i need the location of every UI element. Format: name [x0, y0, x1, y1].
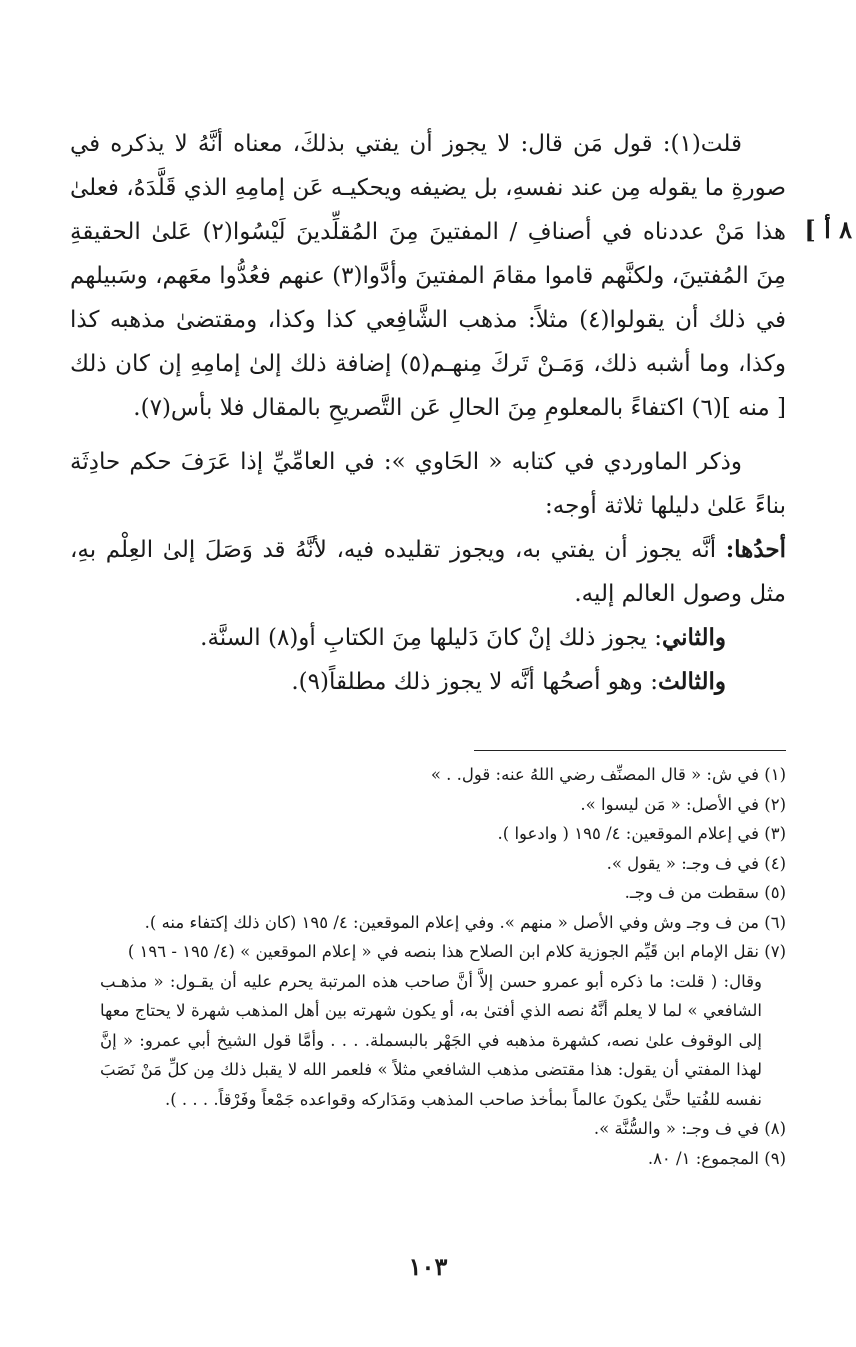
page-number: ١٠٣	[408, 1252, 448, 1281]
footnotes	[100, 760, 786, 1173]
option-3-label: والثالث	[657, 668, 726, 695]
option-3	[70, 660, 786, 704]
option-1-text: أنَّه يجوز أن يفتي به، ويجوز تقليده فيه، لأنَّهُ قد وَصَلَ إلىٰ العِلْم بهِ، مثل وصول العالم إليه.	[70, 537, 786, 607]
footnote-4: (٤) في ف وجـ: « يقول ».	[606, 853, 786, 873]
footnote-6: (٦) من ف وجـ وش وفي الأصل « منهم ». وفي إعلام الموقعين: ٤/ ١٩٥ (كان ذلك إكتفاء منه ).	[144, 912, 786, 932]
option-1	[70, 528, 786, 616]
footnote-7-continuation: وقال: ( قلت: ما ذكره أبو عمرو حسن إلاَّ أنَّ صاحب هذه المرتبة يحرم عليه أن يقـول: « مذهـب الشافعي » لما لا يعلم أنَّهُ نصه الذي أفتىٰ به، أو يكون شهرته بين أهل المذهب شهرة لا يحتاج معها إلى الوقوف علىٰ نصه، كشهرة مذهبه في الجَهْر بالبسملة. . . . وأمَّا قول الشيخ أبي عمرو: « إنَّ لهذا المفتي أن يقول: هذا مقتضى مذهب الشافعي مثلاً » فلعمر الله لا يقبل ذلك مِن كلِّ مَنْ نَصَبَ نفسه للفُتيا حتَّىٰ يكونَ عالماً بمأخذ صاحب المذهب ومَدَاركه وقواعده جَمْعاً وفَرْقاً. . . . ).	[100, 971, 762, 1109]
footnote-separator	[474, 750, 786, 751]
option-2-text: : يجوز ذلك إنْ كانَ دَليلها مِنَ الكتابِ أو(٨) السنَّة.	[200, 625, 662, 651]
footnote-8: (٨) في ف وجـ: « والسُّنَّة ».	[593, 1119, 786, 1138]
footnote-7: (٧) نقل الإمام ابن قَيِّم الجوزية كلام ابن الصلاح هذا بنصه في « إعلام الموقعين » (٤/ ١٩٥ - ١٩٦ )	[127, 942, 786, 961]
footnote-3: (٣) في إعلام الموقعين: ٤/ ١٩٥ ( وادعوا ).	[497, 824, 786, 843]
option-2	[70, 616, 786, 660]
footnote-2: (٢) في الأصل: « مَن ليسوا ».	[580, 794, 786, 814]
main-text	[70, 122, 786, 704]
option-1-label: أحدُها:	[725, 536, 786, 563]
paragraph-1: قلت(١): قول مَن قال: لا يجوز أن يفتي بذلكَ، معناه أنَّهُ لا يذكره في صورةِ ما يقوله مِن عند نفسهِ، بل يضيفه ويحكيـه عَن إمامِهِ الذي قَلَّدَهُ، فعلىٰ هذا مَنْ عددناه في أصنافِ / المفتينَ مِنَ المُقلِّدينَ لَيْسُوا(٢) عَلىٰ الحقيقةِ مِنَ المُفتينَ، ولكنَّهم قاموا مقامَ المفتينَ وأدَّوا(٣) عنهم فعُدُّوا معَهم، وسَبيلهم في ذلك أن يقولوا(٤) مثلاً: مذهب الشَّافِعي كذا وكذا، ومقتضىٰ مذهبه كذا وكذا، وما أشبه ذلك، وَمَـنْ تَركَ مِنهـم(٥) إضافة ذلك إلىٰ إمامِهِ إن كان ذلك [ منه ](٦) اكتفاءً بالمعلومِ مِنَ الحالِ عَن التَّصريحِ بالمقال فلا بأس(٧).	[70, 131, 787, 421]
option-2-label: والثاني	[661, 624, 726, 651]
paragraph-2: وذكر الماوردي في كتابه « الحَاوي »: في العامِّيِّ إذا عَرَفَ حكم حادِثَة بناءً عَلىٰ دليلها ثلاثة أوجه:	[70, 449, 786, 519]
footnote-5: (٥) سقطت من ف وجـ.	[624, 883, 786, 902]
option-3-text: : وهو أصحُها أنَّه لا يجوز ذلك مطلقاً(٩).	[291, 669, 658, 695]
footnote-1: (١) في ش: « قال المصنِّف رضي اللهُ عنه: قول. . »	[430, 765, 786, 784]
manuscript-folio-marker: ٨ أ ]	[804, 215, 852, 244]
footnote-9: (٩) المجموع: ١/ ٨٠.	[647, 1148, 786, 1168]
